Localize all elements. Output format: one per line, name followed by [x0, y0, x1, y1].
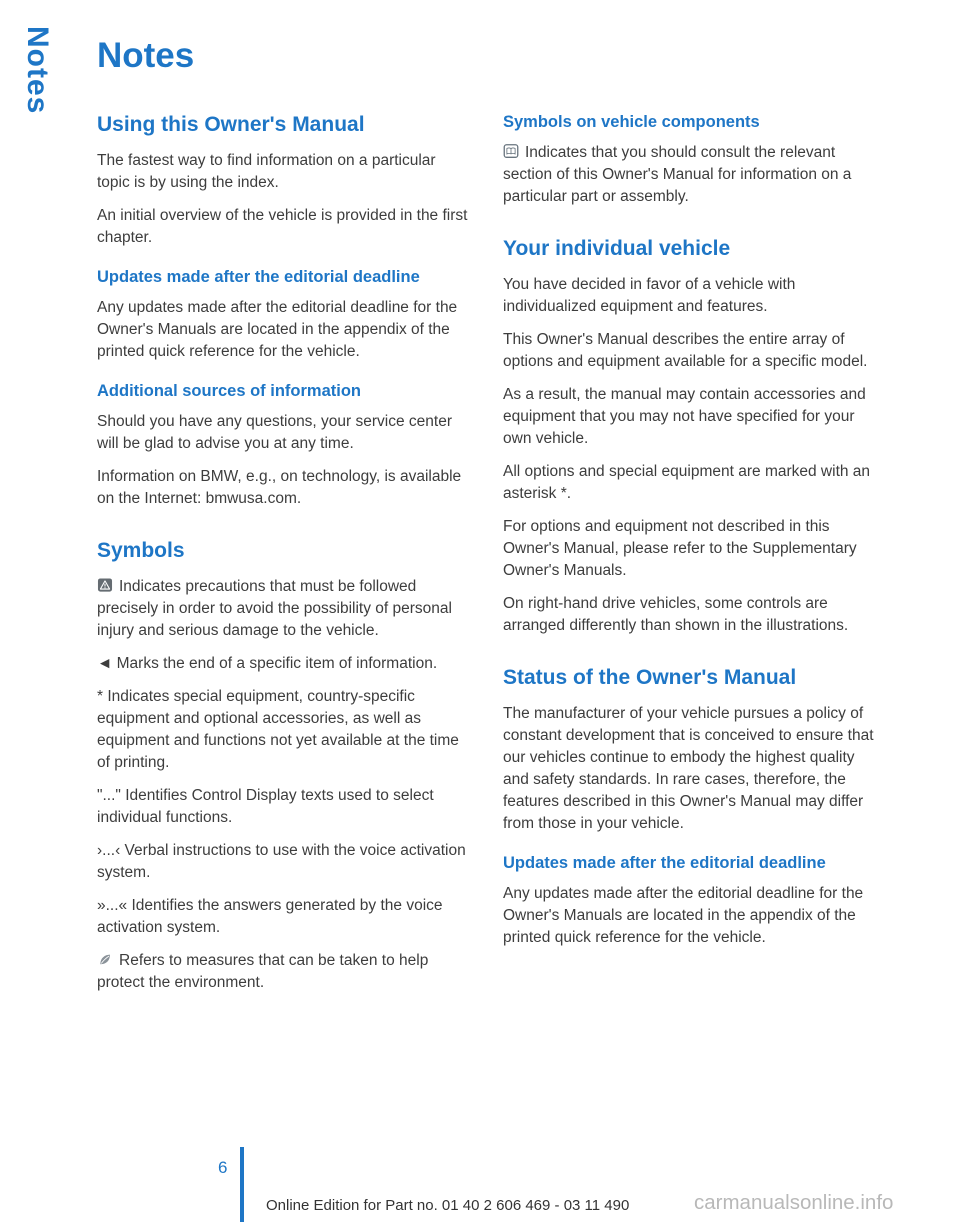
end-marker-paragraph: ◄ Marks the end of a specific item of information. [97, 655, 438, 672]
open-book-icon [503, 144, 519, 159]
chapter-side-tab: Notes [21, 26, 54, 115]
environment-paragraph [97, 950, 471, 994]
paragraph: The fastest way to find information on a particular topic is by using the index. [97, 152, 436, 191]
asterisk-paragraph: * Indicates special equipment, country-specific equipment and optional accessories, as well as equipment and functions not yet available at the time of printing. [97, 688, 459, 771]
paragraph: The manufacturer of your vehicle pursues a policy of constant development that is conceived to ensure that our vehicles continue to embody the highest quality and safety standards. In rare cases, therefore, the features described in this Owner's Manual may differ from those in your vehicle. [503, 705, 874, 832]
warning-icon [97, 578, 113, 593]
right-column [503, 112, 877, 1005]
page-title: Notes [97, 36, 195, 75]
environment-text: Refers to measures that can be taken to help protect the environment. [97, 952, 429, 991]
section-heading-symbols: Symbols [97, 539, 185, 562]
page-number: 6 [218, 1158, 228, 1177]
paragraph: For options and equipment not described in this Owner's Manual, please refer to the Supplementary Owner's Manuals. [503, 518, 857, 579]
paragraph: Any updates made after the editorial deadline for the Owner's Manuals are located in the appendix of the printed quick reference for the vehicle. [503, 885, 864, 946]
footer-edition-text: Online Edition for Part no. 01 40 2 606 469 - 03 11 490 [266, 1197, 630, 1214]
paragraph: An initial overview of the vehicle is provided in the first chapter. [97, 207, 468, 246]
warning-text: Indicates precautions that must be followed precisely in order to avoid the possibility of personal injury and serious damage to the vehicle. [97, 578, 452, 639]
paragraph: Any updates made after the editorial deadline for the Owner's Manuals are located in the appendix of the printed quick reference for the vehicle. [97, 299, 458, 360]
paragraph: On right-hand drive vehicles, some controls are arranged differently than shown in the illustrations. [503, 595, 849, 634]
paragraph: Should you have any questions, your service center will be glad to advise you at any time. [97, 413, 452, 452]
subheading-additional-sources: Additional sources of information [97, 382, 362, 400]
quotes-paragraph: "..." Identifies Control Display texts used to select individual functions. [97, 787, 434, 826]
content-columns [97, 112, 877, 1005]
consult-manual-paragraph [503, 142, 877, 208]
paragraph: As a result, the manual may contain accessories and equipment that you may not have specified for your own vehicle. [503, 386, 866, 447]
watermark-text: carmanualsonline.info [694, 1191, 894, 1214]
paragraph: Information on BMW, e.g., on technology, is available on the Internet: bmwusa.com. [97, 468, 462, 507]
environment-leaf-icon [97, 952, 113, 967]
voice-answers-paragraph: »...« Identifies the answers generated by the voice activation system. [97, 897, 443, 936]
subheading-vehicle-symbols: Symbols on vehicle components [503, 113, 760, 131]
warning-paragraph [97, 576, 471, 642]
consult-manual-text: Indicates that you should consult the relevant section of this Owner's Manual for information on a particular part or assembly. [503, 144, 852, 205]
left-column [97, 112, 471, 1005]
subheading-updates-deadline-right: Updates made after the editorial deadline [503, 854, 826, 872]
paragraph: This Owner's Manual describes the entire array of options and equipment available for a specific model. [503, 331, 868, 370]
paragraph: All options and special equipment are marked with an asterisk *. [503, 463, 871, 502]
section-heading-using-manual: Using this Owner's Manual [97, 113, 365, 136]
paragraph: You have decided in favor of a vehicle with individualized equipment and features. [503, 276, 796, 315]
section-heading-individual-vehicle: Your individual vehicle [503, 237, 731, 260]
section-heading-status: Status of the Owner's Manual [503, 666, 797, 689]
subheading-updates-deadline: Updates made after the editorial deadline [97, 268, 420, 286]
footer-accent-bar [240, 1147, 244, 1222]
verbal-instructions-paragraph: ›...‹ Verbal instructions to use with the voice activation system. [97, 842, 466, 881]
